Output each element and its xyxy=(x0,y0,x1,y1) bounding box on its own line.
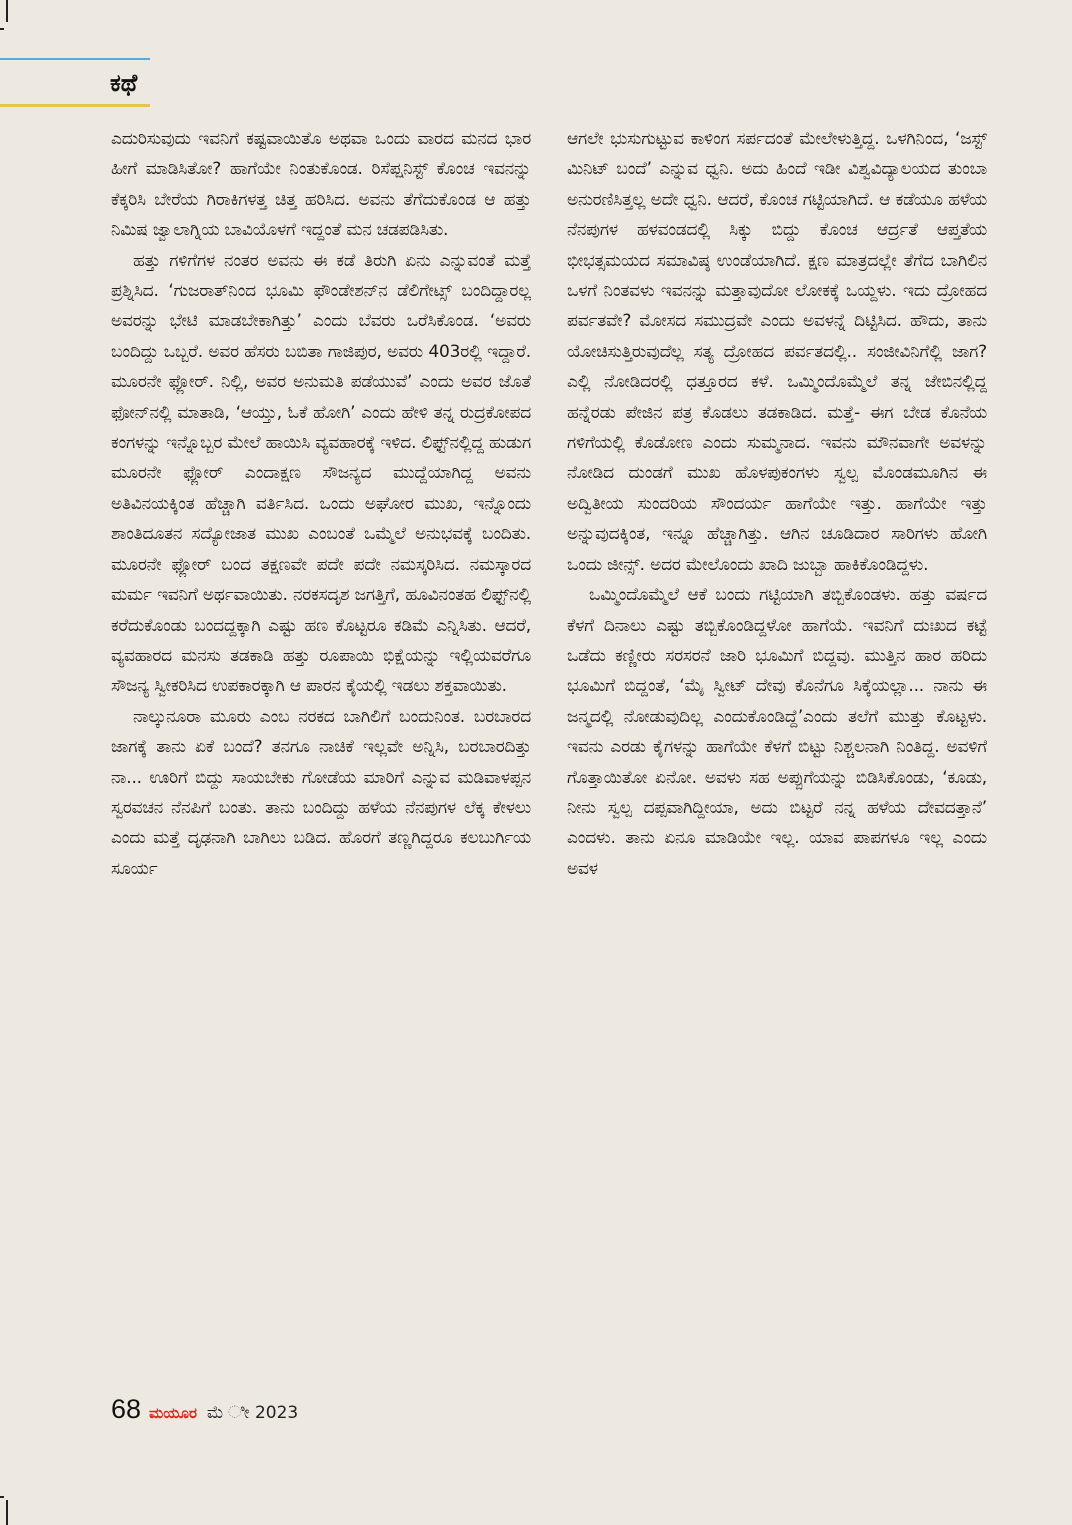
article-column-left xyxy=(111,124,531,1374)
paragraph: ಒಮ್ಮಿಂದೊಮ್ಮೆಲೆ ಆಕೆ ಬಂದು ಗಟ್ಟಿಯಾಗಿ ತಬ್ಬಿಕೊಂಡಳು. ಹತ್ತು ವರ್ಷದ ಕೆಳಗೆ ದಿನಾಲು ಎಷ್ಟು ತಬ್ಬಿಕೊಂಡಿದ್ದಳೋ ಹಾಗೆಯೆ. ಇವನಿಗೆ ದುಃಖದ ಕಟ್ಟೆ ಒಡೆದು ಕಣ್ಣೀರು ಸರಸರನೆ ಜಾರಿ ಭೂಮಿಗೆ ಬಿದ್ದವು. ಮುತ್ತಿನ ಹಾರ ಹರಿದು ಭೂಮಿಗೆ ಬಿದ್ದಂತೆ, ‘ಮೈ ಸ್ವೀಟ್ ದೇವು ಕೊನೆಗೂ ಸಿಕ್ಕೆಯಲ್ಲಾ... ನಾನು ಈ ಜನ್ಮದಲ್ಲಿ ನೋಡುವುದಿಲ್ಲ ಎಂದುಕೊಂಡಿದ್ದೆ’ಎಂದು ತಲೆಗೆ ಮುತ್ತು ಕೊಟ್ಟಳು. ಇವನು ಎರಡು ಕೈಗಳನ್ನು ಹಾಗೆಯೇ ಕೆಳಗೆ ಬಿಟ್ಟು ನಿಶ್ಚಲನಾಗಿ ನಿಂತಿದ್ದ. ಅವಳಿಗೆ ಗೊತ್ತಾಯಿತೋ ಏನೋ. ಅವಳು ಸಹ ಅಪ್ಪುಗೆಯನ್ನು ಬಿಡಿಸಿಕೊಂಡು, ‘ಕೂಡು, ನೀನು ಸ್ವಲ್ಪ ದಪ್ಪವಾಗಿದ್ದೀಯಾ, ಅದು ಬಿಟ್ಟರೆ ನನ್ನ ಹಳೆಯ ದೇವದತ್ತಾನೆ’ ಎಂದಳು. ತಾನು ಏನೂ ಮಾಡಿಯೇ ಇಲ್ಲ. ಯಾವ ಪಾಪಗಳೂ ಇಲ್ಲ ಎಂದು ಅವಳ xyxy=(567,585,987,879)
paragraph: ಹತ್ತು ಗಳಿಗೆಗಳ ನಂತರ ಅವನು ಈ ಕಡೆ ತಿರುಗಿ ಏನು ಎನ್ನುವಂತೆ ಮತ್ತೆ ಪ್ರಶ್ನಿಸಿದ. ‘ಗುಜರಾತ್‌ನಿಂದ ಭೂಮಿ ಫೌಂಡೇಶನ್‌ನ ಡೆಲಿಗೇಟ್ಸ್ ಬಂದಿದ್ದಾರಲ್ಲ ಅವರನ್ನು ಭೇಟಿ ಮಾಡಬೇಕಾಗಿತ್ತು’ ಎಂದು ಬೆವರು ಒರೆಸಿಕೊಂಡ. ‘ಅವರು ಬಂದಿದ್ದು ಒಬ್ಬರೆ. ಅವರ ಹೆಸರು ಬಬಿತಾ ಗಾಜಿಪುರ, ಅವರು 403ರಲ್ಲಿ ಇದ್ದಾರೆ. ಮೂರನೇ ಫ್ಲೋರ್. ನಿಲ್ಲಿ, ಅವರ ಅನುಮತಿ ಪಡೆಯುವೆ’ ಎಂದು ಅವರ ಜೊತೆ ಫೋನ್‌ನಲ್ಲಿ ಮಾತಾಡಿ, ‘ಆಯ್ತು, ಓಕೆ ಹೋಗಿ’ ಎಂದು ಹೇಳಿ ತನ್ನ ರುದ್ರಕೋಪದ ಕಂಗಳನ್ನು ಇನ್ನೊಬ್ಬರ ಮೇಲೆ ಹಾಯಿಸಿ ವ್ಯವಹಾರಕ್ಕೆ ಇಳಿದ. ಲಿಫ್ಟ್‌ನಲ್ಲಿದ್ದ ಹುಡುಗ ಮೂರನೇ ಫ್ಲೋರ್ ಎಂದಾಕ್ಷಣ ಸೌಜನ್ಯದ ಮುದ್ದೆಯಾಗಿದ್ದ ಅವನು ಅತಿವಿನಯಕ್ಕಿಂತ ಹೆಚ್ಚಾಗಿ ವರ್ತಿಸಿದ. ಒಂದು ಅಘೋರ ಮುಖ, ಇನ್ನೊಂದು ಶಾಂತಿದೂತನ ಸದ್ಯೋಜಾತ ಮುಖ ಎಂಬಂತೆ ಒಮ್ಮೆಲೆ ಅನುಭವಕ್ಕೆ ಬಂದಿತು. ಮೂರನೇ ಫ್ಲೋರ್ ಬಂದ ತಕ್ಷಣವೇ ಪದೇ ಪದೇ ನಮಸ್ಕರಿಸಿದ. ನಮಸ್ಕಾರದ ಮರ್ಮ ಇವನಿಗೆ ಅರ್ಥವಾಯಿತು. ನರಕಸದೃಶ ಜಗತ್ತಿಗೆ, ಹೂವಿನಂತಹ ಲಿಫ್ಟ್‌ನಲ್ಲಿ ಕರೆದುಕೊಂಡು ಬಂದದ್ದಕ್ಕಾಗಿ ಎಷ್ಟು ಹಣ ಕೊಟ್ಟರೂ ಕಡಿಮೆ ಎನ್ನಿಸಿತು. ಆದರೆ, ವ್ಯವಹಾರದ ಮನಸು ತಡಕಾಡಿ ಹತ್ತು ರೂಪಾಯಿ ಭಿಕ್ಷೆಯನ್ನು ಇಲ್ಲಿಯವರೆಗೂ ಸೌಜನ್ಯ ಸ್ವೀಕರಿಸಿದ ಉಪಕಾರಕ್ಕಾಗಿ ಆ ಪಾರನ ಕೈಯಲ್ಲಿ ಇಡಲು ಶಕ್ತವಾಯಿತು. xyxy=(111,250,531,697)
article-column-right xyxy=(567,124,987,1374)
header-rule-blue xyxy=(0,58,150,60)
section-title: ಕಥೆ xyxy=(110,69,138,97)
section-header xyxy=(0,58,150,110)
issue-date: ಮೆ ೀ 2023 xyxy=(206,1403,299,1423)
crop-mark-bottom-left-vertical xyxy=(6,1500,8,1525)
crop-mark-bottom-left-horizontal xyxy=(0,1496,4,1498)
crop-mark-top-left-vertical xyxy=(6,0,8,22)
crop-mark-top-left-horizontal xyxy=(0,28,4,30)
page-footer xyxy=(111,1394,298,1430)
paragraph: ಆಗಲೇ ಭುಸುಗುಟ್ಟುವ ಕಾಳಿಂಗ ಸರ್ಪದಂತೆ ಮೇಲೇಳುತ್ತಿದ್ದ. ಒಳಗಿನಿಂದ, ‘ಜಸ್ಟ್ ಮಿನಿಟ್ ಬಂದೆ’ ಎನ್ನುವ ಧ್ವನಿ. ಅದು ಹಿಂದೆ ಇಡೀ ವಿಶ್ವವಿದ್ಯಾಲಯದ ತುಂಬಾ ಅನುರಣಿಸಿತ್ತಲ್ಲ ಅದೇ ಧ್ವನಿ. ಆದರೆ, ಕೊಂಚ ಗಟ್ಟಿಯಾಗಿದೆ. ಆ ಕಡೆಯೂ ಹಳೆಯ ನೆನಪುಗಳ ಹಳವಂಡದಲ್ಲಿ ಸಿಕ್ಕು ಬಿದ್ದು ಕೊಂಚ ಆರ್ದ್ರತೆ ಆಪ್ತತೆಯ ಭೀಭತ್ಸಮಯದ ಸಮಾವಿಷ್ಠ ಉಂಡೆಯಾಗಿದೆ. ಕ್ಷಣ ಮಾತ್ರದಲ್ಲೇ ತೆಗೆದ ಬಾಗಿಲಿನ ಒಳಗೆ ನಿಂತವಳು ಇವನನ್ನು ಮತ್ತಾವುದೋ ಲೋಕಕ್ಕೆ ಒಯ್ದಳು. ಇದು ದ್ರೋಹದ ಪರ್ವತವೇ? ಮೋಸದ ಸಮುದ್ರವೇ ಎಂದು ಅವಳನ್ನೆ ದಿಟ್ಟಿಸಿದ. ಹೌದು, ತಾನು ಯೋಚಿಸುತ್ತಿರುವುದೆಲ್ಲ ಸತ್ಯ ದ್ರೋಹದ ಪರ್ವತದಲ್ಲಿ.. ಸಂಜೀವಿನಿಗೆಲ್ಲಿ ಜಾಗ? ಎಲ್ಲಿ ನೋಡಿದರಲ್ಲಿ ಧತ್ತೂರದ ಕಳೆ. ಒಮ್ಮಿಂದೊಮ್ಮೆಲೆ ತನ್ನ ಜೇಬಿನಲ್ಲಿದ್ದ ಹನ್ನೆರಡು ಪೇಜಿನ ಪತ್ರ ಕೊಡಲು ತಡಕಾಡಿದ. ಮತ್ತೆ- ಈಗ ಬೇಡ ಕೊನೆಯ ಗಳಿಗೆಯಲ್ಲಿ ಕೊಡೋಣ ಎಂದು ಸುಮ್ಮನಾದ. ಇವನು ಮೌನವಾಗೇ ಅವಳನ್ನು ನೋಡಿದ ದುಂಡಗೆ ಮುಖ ಹೊಳಪುಕಂಗಳು ಸ್ವಲ್ಪ ಮೊಂಡಮೂಗಿನ ಈ ಅದ್ವಿತೀಯ ಸುಂದರಿಯ ಸೌಂದರ್ಯ ಹಾಗೆಯೇ ಇತ್ತು. ಹಾಗೆಯೇ ಇತ್ತು ಅನ್ನುವುದಕ್ಕಿಂತ, ಇನ್ನೂ ಹೆಚ್ಚಾಗಿತ್ತು. ಆಗಿನ ಚೂಡಿದಾರ ಸಾರಿಗಳು ಹೋಗಿ ಒಂದು ಜೀನ್ಸ್. ಅದರ ಮೇಲೊಂದು ಖಾದಿ ಜುಬ್ಬಾ ಹಾಕಿಕೊಂಡಿದ್ದಳು. xyxy=(567,129,987,575)
paragraph: ಎದುರಿಸುವುದು ಇವನಿಗೆ ಕಷ್ಟವಾಯಿತೊ ಅಥವಾ ಒಂದು ವಾರದ ಮನದ ಭಾರ ಹೀಗೆ ಮಾಡಿಸಿತೋ? ಹಾಗೆಯೇ ನಿಂತುಕೊಂಡ. ರಿಸೆಪ್ಷನಿಸ್ಟ್ ಕೊಂಚ ಇವನನ್ನು ಕೆಕ್ಕರಿಸಿ ಬೇರೆಯ ಗಿರಾಕಿಗಳತ್ತ ಚಿತ್ತ ಹರಿಸಿದ. ಅವನು ತೆಗೆದುಕೊಂಡ ಆ ಹತ್ತು ನಿಮಿಷ ಜ್ವಾಲಾಗ್ನಿಯ ಬಾವಿಯೊಳಗೆ ಇದ್ದಂತೆ ಮನ ಚಡಪಡಿಸಿತು. xyxy=(111,129,531,241)
magazine-logo: ಮಯೂರ xyxy=(149,1404,197,1422)
header-rule-yellow xyxy=(0,104,150,107)
page-number: 68 xyxy=(111,1394,142,1424)
paragraph: ನಾಲ್ಕುನೂರಾ ಮೂರು ಎಂಬ ನರಕದ ಬಾಗಿಲಿಗೆ ಬಂದುನಿಂತ. ಬರಬಾರದ ಜಾಗಕ್ಕೆ ತಾನು ಏಕೆ ಬಂದೆ? ತನಗೂ ನಾಚಿಕೆ ಇಲ್ಲವೇ ಅನ್ನಿಸಿ, ಬರಬಾರದಿತ್ತು ನಾ... ಊರಿಗೆ ಬಿದ್ದು ಸಾಯಬೇಕು ಗೋಡೆಯ ಮಾರಿಗೆ ಎನ್ನುವ ಮಡಿವಾಳಪ್ಪನ ಸ್ವರವಚನ ನೆನಪಿಗೆ ಬಂತು. ತಾನು ಬಂದಿದ್ದು ಹಳೆಯ ನೆನಪುಗಳ ಲೆಕ್ಕ ಕೇಳಲು ಎಂದು ಮತ್ತೆ ದೃಢನಾಗಿ ಬಾಗಿಲು ಬಡಿದ. ಹೊರಗೆ ತಣ್ಣಗಿದ್ದರೂ ಕಲಬುರ್ಗಿಯ ಸೂರ್ಯ xyxy=(111,706,531,879)
